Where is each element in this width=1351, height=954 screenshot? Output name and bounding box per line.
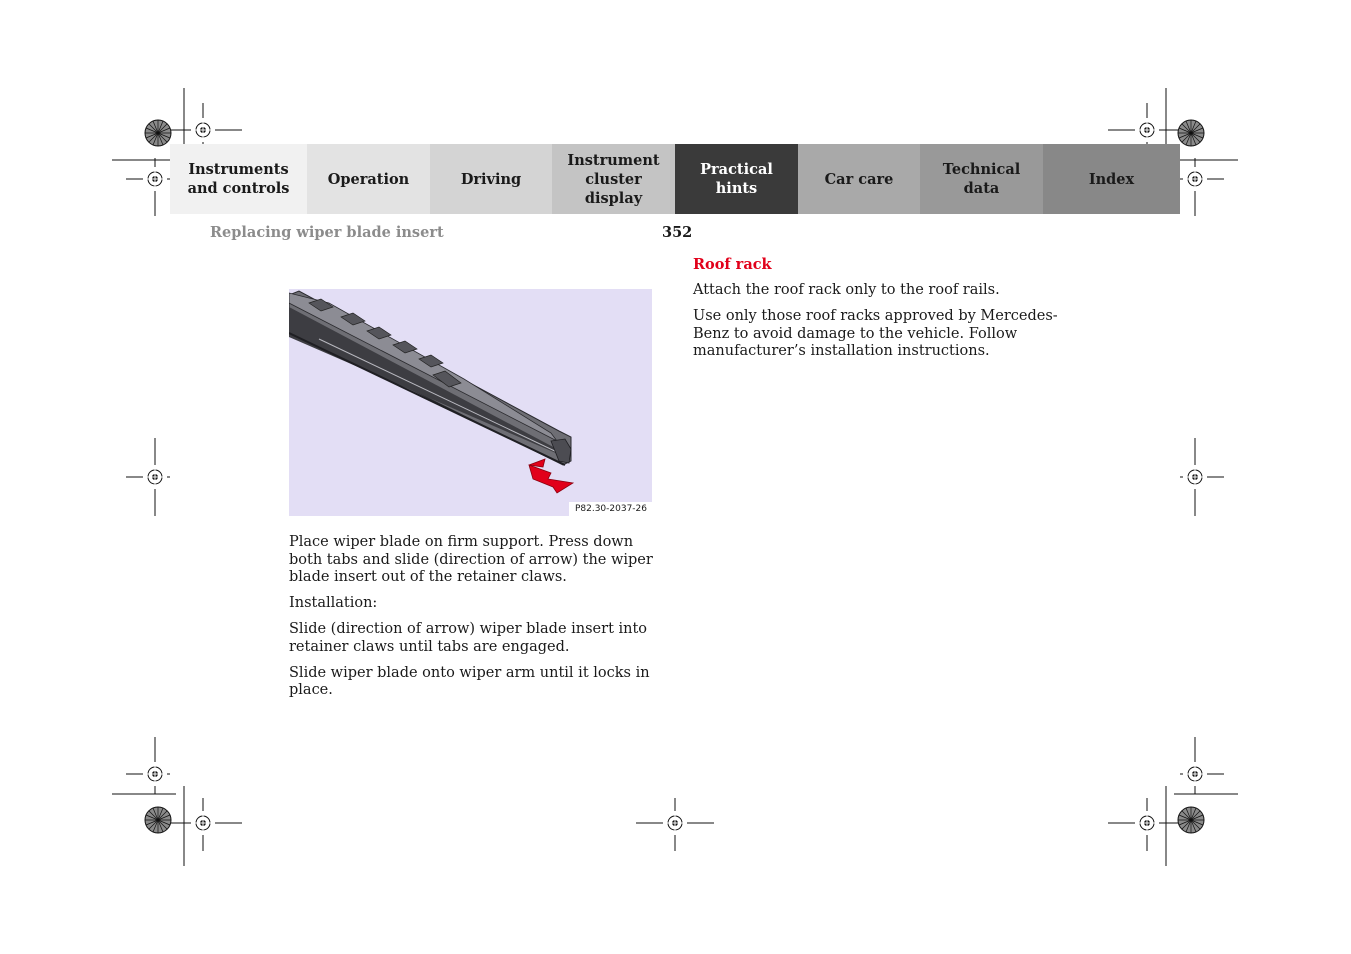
paragraph: Attach the roof rack only to the roof rails.: [693, 282, 1000, 298]
tab-instrument-cluster-display[interactable]: [552, 144, 675, 214]
chapter-nav: [170, 144, 1180, 214]
paragraph: Slide (direction of arrow) wiper blade insert into retainer claws until tabs are engaged.: [289, 621, 648, 655]
figure-code: P82.30-2037-26: [569, 502, 652, 516]
tab-label: Instrument cluster display: [567, 151, 660, 207]
tab-operation[interactable]: [307, 144, 430, 214]
section-header: Replacing wiper blade insert: [210, 224, 444, 241]
paragraph: Installation:: [289, 595, 378, 611]
tab-practical-hints[interactable]: [675, 144, 798, 214]
paragraph: Place wiper blade on firm support. Press down both tabs and slide (direction of arrow) the wiper blade insert out of the retainer claws.: [289, 534, 653, 585]
right-column: [693, 256, 1073, 369]
wiper-blade-figure: [289, 289, 652, 516]
tab-label: Instruments and controls: [187, 161, 290, 197]
section-title-roof-rack: Roof rack: [693, 256, 772, 273]
tab-instruments-and-controls[interactable]: [170, 144, 307, 214]
tab-label: Driving: [460, 170, 522, 188]
tab-label: Operation: [327, 170, 410, 188]
tab-index[interactable]: [1043, 144, 1180, 214]
tab-car-care[interactable]: [798, 144, 920, 214]
page-number: 352: [662, 224, 693, 241]
tab-label: Car care: [824, 170, 894, 188]
tab-technical-data[interactable]: [920, 144, 1043, 214]
tab-driving[interactable]: [430, 144, 552, 214]
tab-label: Technical data: [942, 161, 1021, 197]
tab-label: Index: [1088, 170, 1135, 188]
direction-arrow-icon: [529, 459, 573, 493]
paragraph: Slide wiper blade onto wiper arm until it locks in place.: [289, 664, 650, 698]
tab-label: Practical hints: [700, 161, 773, 197]
wiper-blade-illustration: [289, 289, 652, 516]
paragraph: Use only those roof racks approved by Mercedes-Benz to avoid damage to the vehicle. Follow manufacturer’s installation instructions.: [693, 308, 1058, 359]
left-column: [289, 534, 659, 708]
